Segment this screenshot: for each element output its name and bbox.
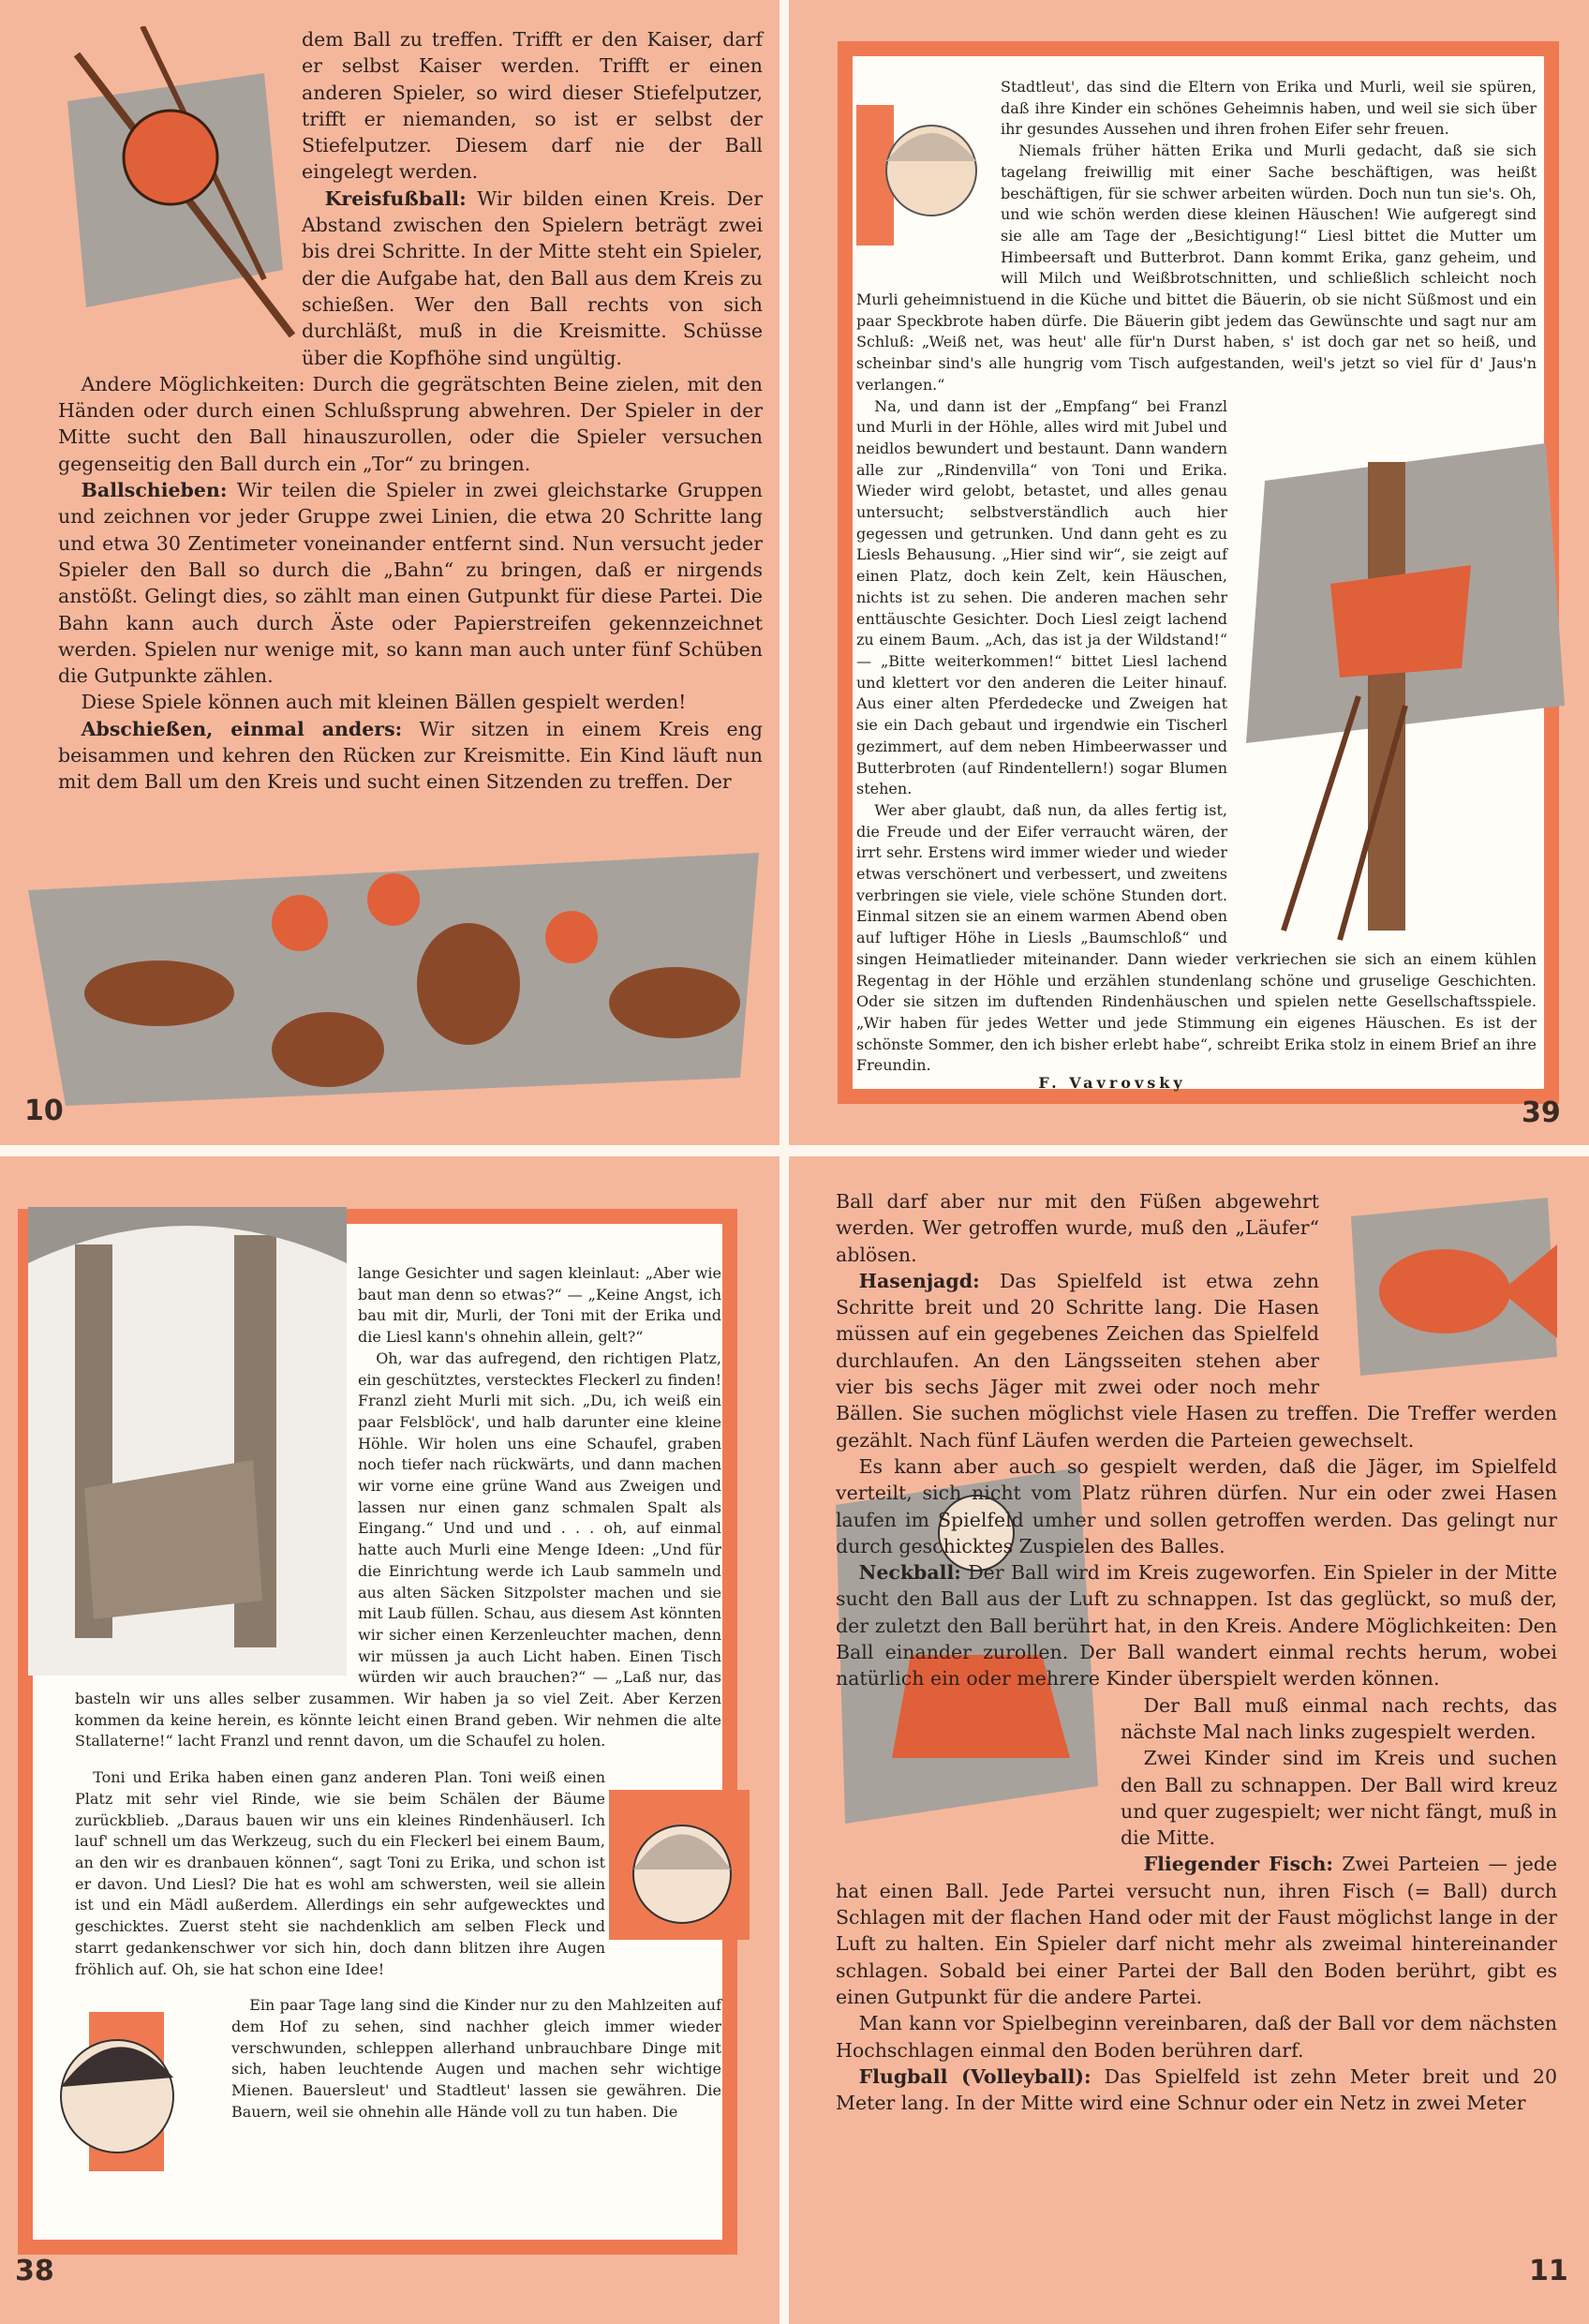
page-39 [789,0,1589,1145]
paragraph-text: Das Spielfeld ist zehn Meter breit und 20 Meter lang. In der Mitte wird eine Schnur oder ein Netz in zwei Meter [836,2064,1557,2115]
paragraph-text: Wir sitzen in einem Kreis eng beisammen und kehren den Rücken zur Kreismitte. Ein Kind läuft nun mit dem Ball um den Kreis und sucht einen Sitzenden zu treffen. Der [58,717,763,794]
heading-fliegender-fisch: Fliegender Fisch: [1143,1853,1333,1876]
paragraph: Wer aber glaubt, daß nun, da alles fertig ist, die Freude und der Eifer verraucht wären, der irrt sehr. Erstens wird immer wieder und wieder etwas verschönert und verbessert, und zweitens verbringen sie viele, viele schöne Stunden dort. Einmal sitzen sie an einem warmen Abend oben auf luftiger Höhe in Liesls „Baumschloß“ und singen Heimatlieder miteinander. Dann wieder verkriechen sie sich an einem kühlen Regentag in der Höhle und erzählen stundenlang schöne und gruselige Geschichten. Oder sie sitzen im duftenden Rindenhäuschen und spielen nette Gesellschaftsspiele. „Wir haben für jedes Wetter und jede Stimmung ein eigenes Häuschen. Es ist der schönste Sommer, den ich bisher erlebt habe“, schreibt Erika stolz in einem Brief an ihre Freundin. [856,800,1537,1075]
paragraph: Oh, war das aufregend, den richtigen Platz, ein geschütztes, verstecktes Fleckerl zu finden! Franzl zieht Murli mit sich. „Du, ich weiß ein paar Felsblöck', und halb darunter eine kleine Höhle. Wir holen uns eine Schaufel, graben noch tiefer nach rückwärts, und dann machen wir vorne eine grüne Wand aus Zweigen und lassen nur einen ganz schmalen Spalt als Eingang.“ Und und und . . . oh, auf einmal hatte auch Murli eine Menge Ideen: „Und für die Einrichtung werde ich Laub sammeln und aus alten Säcken Sitzpolster machen und sie mit Laub füllen. Schau, aus diesem Ast könnten wir sicher einen Kerzenleuchter machen, denn wir müssen ja auch Licht haben. Einen Tisch würden wir auch brauchen?“ — „Laß nur, das basteln wir uns alles selber zusammen. Wir haben ja so viel Zeit. Aber Kerzen kommen da keine herein, es könnte leicht einen Brand geben. Wir nehmen die alte Stallaterne!“ lacht Franzl und rennt davon, um die Schaufel zu holen. [75,1348,721,1750]
heading-kreisfussball: Kreisfußball: [324,186,467,210]
page-10 [0,0,780,1145]
boy-portrait [33,1993,220,2171]
paragraph-text: Wir bilden einen Kreis. Der Abstand zwischen den Spielern beträgt zwei bis drei Schritte. In der Mitte steht ein Spieler, der die Aufgabe hat, den Ball aus dem Kreis zu schießen. Wer den Ball rechts von sich durchläßt, muß in die Kreismitte. Schüsse über die Kopfhöhe sind ungültig. [302,186,763,369]
page-11-text [836,1188,1557,2116]
paragraph [58,716,763,796]
paragraph: dem Ball zu treffen. Trifft er den Kaiser, darf er selbst Kaiser werden. Trifft er einen anderen Spieler, so wird dieser Stiefelputzer, trifft er niemanden, so ist er selbst der Stiefelputzer. Diesem darf nie der Ball eingelegt werden. [302,28,763,184]
paragraph-text: Zwei Parteien — jede hat einen Ball. Jede Partei versucht nun, ihren Fisch (= Ball) durch Schlagen mit der flachen Hand oder mit der Faust möglichst lange in der Luft zu halten. Ein Spieler darf nicht mehr als zweimal hintereinander schlagen. Sobald bei einer Partei der Ball den Boden berührt, gibt es einen Gutpunkt für die andere Partei. [836,1853,1557,2008]
paragraph: Na, und dann ist der „Empfang“ bei Franzl und Murli in der Höhle, alles wird mit Jubel und neidlos bewundert und bestaunt. Dann wandern alle zur „Rindenvilla“ von Toni und Erika. Wieder wird gelobt, betastet, und alles genau untersucht; selbstverständlich auch hier gegessen und getrunken. Und dann geht es zu Liesls Behausung. „Hier sind wir“, sie zeigt auf einen Platz, doch kein Zelt, kein Häuschen, nichts ist zu sehen. Die anderen machen sehr enttäuschte Gesichter. Doch Liesl zeigt lachend zu einem Baum. „Ach, das ist ja der Wildstand!“ — „Bitte weiterkommen!“ bittet Liesl lachend und klettert vor den anderen die Leiter hinauf. Aus einer alten Pferdedecke und Zweigen hat sie ein Dach gebaut und irgendwie ein Tischerl gezimmert, auf dem neben Himbeerwasser und Butterbroten (auf Rindentellern!) sogar Blumen stehen. [856,396,1227,798]
paragraph: Stadtleut', das sind die Eltern von Erika und Murli, weil sie spüren, daß ihre Kinder ein schönes Geheimnis haben, und weil sie sich über ihr gesundes Aussehen und ihren frohen Eifer sehr freuen. [1001,78,1537,139]
page-number: 10 [24,1095,64,1127]
author: F. Vavrovsky [1038,1074,1186,1093]
paragraph [836,1851,1557,2010]
page-number: 38 [15,2255,54,2287]
paragraph: Man kann vor Spielbeginn vereinbaren, daß der Ball vor dem nächsten Hochschlagen einmal den Boden berühren darf. [836,2012,1557,2062]
heading-ballschieben: Ballschieben: [81,479,228,502]
paragraph-text: Der Ball wird im Kreis zugeworfen. Ein Spieler in der Mitte sucht den Ball aus der Luft zu schnappen. Ist das geglückt, so muß der, der zuletzt den Ball berührt hat, in den Kreis. Andere Möglichkeiten: Den Ball einander zurollen. Der Ball wandert einmal rechts herum, wobei natürlich ein oder mehrere Kinder überspielt werden können. [836,1561,1557,1691]
rabbits-illustration [28,853,768,1125]
heading-abschiessen: Abschießen, einmal anders: [81,717,403,740]
paragraph: Diese Spiele können auch mit kleinen Bällen gespielt werden! [81,691,687,714]
paragraph: Toni und Erika haben einen ganz anderen Plan. Toni weiß einen Platz mit sehr viel Rinde, wie sie beim Schälen der Bäume zurückblieb. „Daraus bauen wir uns ein kleines Rindenhäuserl. Ich lauf' schnell um das Werkzeug, such du ein Fleckerl bei einem Baum, an den wir es dranbauen können“, sagt Toni zu Erika, und schon ist er davon. Und Liesl? Die hat es wohl am schwersten, weil sie allein ist und ein Mädl außerdem. Allerdings ein sehr aufgewecktes und geschicktes. Zuerst steht sie nachdenklich am selben Fleck und starrt gedankenschwer vor sich hin, doch dann blitzen ihre Augen fröhlich auf. Oh, sie hat schon eine Idee! [75,1768,605,1978]
paragraph: Der Ball muß einmal nach rechts, das nächste Mal nach links zugespielt werden. [1121,1693,1557,1743]
page-number: 39 [1522,1096,1561,1129]
paragraph [58,477,763,689]
treehouse-illustration [1227,425,1574,949]
page-11 [789,1156,1589,2324]
heading-neckball: Neckball: [858,1561,961,1585]
page-10-text [58,26,763,796]
page-38-text [75,1263,721,2171]
page-38 [0,1156,780,2324]
girl-portrait [609,1790,750,1949]
heading-hasenjagd: Hasenjagd: [858,1269,980,1292]
girl-portrait [856,77,988,274]
page-number: 11 [1529,2255,1568,2287]
paragraph: Andere Möglichkeiten: Durch die gegrätschten Beine zielen, mit den Händen oder durch einen Schlußsprung abwehren. Der Spieler in der Mitte sucht den Ball hinauszurollen, oder die Spieler versuchen gegenseitig den Ball durch ein „Tor“ zu bringen. [58,372,763,475]
paragraph: Niemals früher hätten Erika und Murli gedacht, daß sie sich tagelang freiwillig mit einer Sache beschäftigen, was heißt beschäftigen, für sie schwer arbeiten würden. Doch nun tun sie's. Oh, und wie schön werden diese kleinen Häuschen! Wie aufgeregt sind sie alle am Tage der „Besichtigung!“ Liesl bittet die Mutter um Himbeersaft und Butterbrot. Dann kommt Erika, ganz geheim, und will Milch und Weißbrotschnitten, und schließlich schleicht noch Murli geheimnistuend in die Küche und bittet die Bäuerin, ob sie nicht Süßmost und ein paar Speckbrote haben dürfe. Die Bäuerin gibt jedem das Gewünschte und sagt nur am Schluß: „Weiß net, was heut' alle für'n Durst haben, s' ist doch gar net so heiß, und scheinbar sind's alle hungrig vom Tisch aufgestanden, weil's jetzt so viel für d' Jaus'n verlangen.“ [856,142,1537,394]
paragraph: Es kann aber auch so gespielt werden, daß die Jäger, im Spielfeld verteilt, sich nicht vom Platz rühren dürfen. Nur ein oder zwei Hasen laufen im Spielfeld umher und sollen getroffen werden. Das gelingt nur durch geschicktes Zuspielen des Balles. [836,1454,1557,1557]
heading-flugball: Flugball (Volleyball): [858,2064,1092,2088]
paragraph-text: Wir teilen die Spieler in zwei gleichstarke Gruppen und zeichnen vor jeder Gruppe zwei Linien, die etwa 20 Schritte lang und etwa 30 Zentimeter voneinander entfernt sind. Nun versucht jeder Spieler den Ball so durch die „Bahn“ zu bringen, daß er nirgends anstößt. Gelingt dies, so zählt man einen Gutpunkt für diese Partei. Die Bahn kann auch durch Äste oder Papierstreifen gekennzeichnet werden. Spielen nur wenige mit, so kann man auch unter fünf Schüben die Gutpunkte zählen. [58,479,763,688]
paragraph: lange Gesichter und sagen kleinlaut: „Aber wie baut man denn so etwas?“ — „Keine Angst, ich bau mit dir, Murli, der Toni mit der Erika und die Liesl kann's ohnehin allein, gelt?“ [358,1264,721,1347]
paragraph [836,2063,1557,2117]
paragraph: Zwei Kinder sind im Kreis und suchen den Ball zu schnappen. Der Ball wird kreuz und quer zugespielt; wer nicht fängt, muß in die Mitte. [1121,1747,1557,1850]
paragraph [836,1559,1557,1691]
fish-illustration [1332,1188,1567,1390]
page-39-text [856,77,1537,1095]
paragraph: Ball darf aber nur mit den Füßen abgewehrt werden. Wer getroffen wurde, muß den „Läufer“ ablösen. [836,1190,1319,1266]
ball-illustration [30,26,292,350]
paragraph: Ein paar Tage lang sind die Kinder nur zu den Mahlzeiten auf dem Hof zu sehen, sind nachher gleich immer wieder verschwunden, schleppen allerhand unbrauchbare Dinge mit sich, haben leuchtende Augen und machen sehr wichtige Mienen. Bauersleut' und Stadtleut' lassen sie gewähren. Die Bauern, weil sie ohnehin alle Hände voll zu tun haben. Die [231,1996,721,2121]
paragraph-text: Das Spielfeld ist etwa zehn Schritte breit und 20 Schritte lang. Die Hasen müssen auf ein gegebenes Zeichen das Spielfeld durchlaufen. An den Längsseiten stehen aber vier bis sechs Jäger mit zwei oder noch mehr Bällen. Sie suchen möglichst viele Hasen zu treffen. Die Treffer werden gezählt. Nach fünf Läufen werden die Parteien gewechselt. [836,1269,1557,1452]
hut-illustration [28,1207,347,1676]
